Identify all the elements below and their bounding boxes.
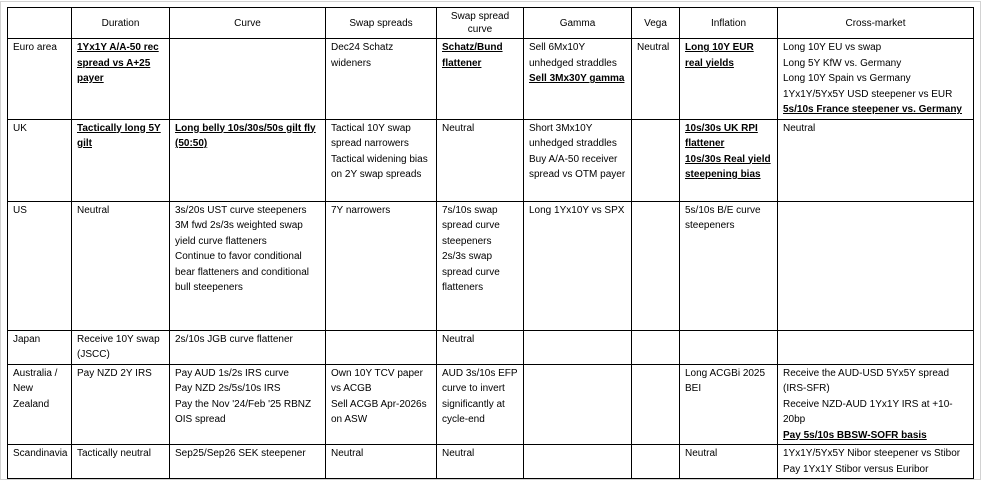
trade-entry: Neutral <box>442 333 475 345</box>
trade-entry: Long 10Y Spain vs Germany <box>783 73 911 84</box>
cell-cross-market <box>778 201 974 330</box>
table-row-uk <box>8 119 974 201</box>
trade-entry: Pay 1Yx1Y Stibor versus Euribor <box>783 463 929 475</box>
cell-curve <box>170 119 326 201</box>
table-row-australia-new-zealand <box>8 364 974 445</box>
trade-entry: Pay NZD 2Y IRS <box>77 367 152 379</box>
cell-duration <box>72 39 170 120</box>
cell-vega <box>632 201 680 330</box>
trade-entry: Pay AUD 1s/2s IRS curve <box>175 367 289 379</box>
trade-entry: Long 1Yx10Y vs SPX <box>529 204 625 216</box>
cell-swap-spread-curve <box>437 445 524 479</box>
trade-entry: Neutral <box>331 448 364 459</box>
trade-entry: 2s/3s swap spread curve flatteners <box>442 251 500 293</box>
trade-entry: Neutral <box>685 448 718 459</box>
cell-curve <box>170 39 326 120</box>
cell-inflation <box>680 39 778 120</box>
trade-entry: Long ACGBi 2025 BEI <box>685 367 766 394</box>
region-label: Euro area <box>8 39 72 120</box>
trade-entry: Neutral <box>442 122 475 134</box>
cell-cross-market <box>778 364 974 445</box>
trade-entry: 10s/30s Real yield steepening bias <box>685 153 771 180</box>
cell-cross-market <box>778 445 974 479</box>
trade-entry: 2s/10s JGB curve flattener <box>175 333 293 345</box>
trade-entry: Pay NZD 2s/5s/10s IRS <box>175 383 281 394</box>
region-label: Australia / New Zealand <box>8 364 72 445</box>
cell-duration <box>72 330 170 364</box>
cell-swap-spreads <box>326 445 437 479</box>
cell-curve <box>170 364 326 445</box>
region-label: Japan <box>8 330 72 364</box>
trade-entry: 1Yx1Y/5Yx5Y USD steepener vs EUR <box>783 88 953 100</box>
trade-entry: Tactical widening bias on 2Y swap spreads <box>331 153 428 180</box>
trade-entry: Long 10Y EU vs swap <box>783 42 882 53</box>
table-row-euro-area <box>8 39 974 120</box>
trade-entry: Neutral <box>637 42 670 53</box>
trade-entry: Short 3Mx10Y unhedged straddles <box>529 122 617 149</box>
cell-duration <box>72 364 170 445</box>
cell-swap-spreads <box>326 330 437 364</box>
cell-curve <box>170 445 326 479</box>
cell-duration <box>72 201 170 330</box>
trade-entry: Long 5Y KfW vs. Germany <box>783 57 902 69</box>
cell-curve <box>170 201 326 330</box>
trade-entry: Neutral <box>783 122 816 134</box>
cell-swap-spread-curve <box>437 330 524 364</box>
trade-entry: Pay 5s/10s BBSW-SOFR basis <box>783 429 927 441</box>
trade-entry: 1Yx1Y/5Yx5Y Nibor steepener vs Stibor <box>783 448 961 459</box>
cell-cross-market <box>778 39 974 120</box>
cell-inflation <box>680 364 778 445</box>
trade-entry: Long belly 10s/30s/50s gilt fly (50:50) <box>175 122 316 149</box>
trade-entry: Tactically long 5Y gilt <box>77 122 161 149</box>
trade-entry: 3s/20s UST curve steepeners <box>175 204 307 216</box>
cell-gamma <box>524 119 632 201</box>
cell-gamma <box>524 445 632 479</box>
col-header-vega: Vega <box>632 8 680 39</box>
cell-gamma <box>524 330 632 364</box>
trade-entry: Neutral <box>442 448 475 459</box>
cell-cross-market <box>778 119 974 201</box>
cell-gamma <box>524 364 632 445</box>
trade-entry: Dec24 Schatz wideners <box>331 42 394 69</box>
trade-entry: Pay the Nov '24/Feb '25 RBNZ OIS spread <box>175 398 312 425</box>
cell-gamma <box>524 39 632 120</box>
trade-entry: Long 10Y EUR real yields <box>685 42 754 69</box>
col-header-swap-spreads: Swap spreads <box>326 8 437 39</box>
cell-vega <box>632 39 680 120</box>
cell-duration <box>72 445 170 479</box>
cell-swap-spreads <box>326 201 437 330</box>
trade-entry: 5s/10s B/E curve steepeners <box>685 204 761 231</box>
cell-swap-spreads <box>326 119 437 201</box>
table-row-japan <box>8 330 974 364</box>
trade-entry: Tactical 10Y swap spread narrowers <box>331 122 411 149</box>
cell-swap-spreads <box>326 39 437 120</box>
cell-vega <box>632 364 680 445</box>
cell-inflation <box>680 119 778 201</box>
trade-entry: Sell 3Mx30Y gamma <box>529 73 625 84</box>
trade-entry: Sell ACGB Apr-2026s on ASW <box>331 398 427 425</box>
table-row-us <box>8 201 974 330</box>
cell-inflation <box>680 201 778 330</box>
table-row-scandinavia <box>8 445 974 479</box>
cell-swap-spread-curve <box>437 201 524 330</box>
trade-entry: 3M fwd 2s/3s weighted swap yield curve flatteners <box>175 220 303 247</box>
col-header-curve: Curve <box>170 8 326 39</box>
trade-entry: 1Yx1Y A/A-50 rec spread vs A+25 payer <box>77 42 159 84</box>
col-header-cross-market: Cross-market <box>778 8 974 39</box>
region-label: US <box>8 201 72 330</box>
cell-vega <box>632 330 680 364</box>
trade-entry: Tactically neutral <box>77 448 151 459</box>
trade-recommendations-table <box>7 7 974 479</box>
col-header-swap-spread-curve: Swap spread curve <box>437 8 524 39</box>
trade-entry: 7Y narrowers <box>331 204 391 216</box>
cell-duration <box>72 119 170 201</box>
cell-swap-spread-curve <box>437 364 524 445</box>
cell-swap-spread-curve <box>437 39 524 120</box>
trade-entry: Own 10Y TCV paper vs ACGB <box>331 367 423 394</box>
cell-swap-spreads <box>326 364 437 445</box>
trade-entry: Buy A/A-50 receiver spread vs OTM payer <box>529 153 626 180</box>
header-row <box>8 8 974 39</box>
trade-entry: 5s/10s France steepener vs. Germany <box>783 104 962 115</box>
cell-vega <box>632 119 680 201</box>
cell-swap-spread-curve <box>437 119 524 201</box>
region-label: Scandinavia <box>8 445 72 479</box>
trade-entry: Sep25/Sep26 SEK steepener <box>175 448 306 459</box>
trade-entry: Continue to favor conditional bear flatteners and conditional bull steepeners <box>175 251 309 293</box>
trade-entry: Receive NZD-AUD 1Yx1Y IRS at +10-20bp <box>783 398 953 425</box>
trade-entry: Receive the AUD-USD 5Yx5Y spread (IRS-SFR) <box>783 367 950 394</box>
cell-curve <box>170 330 326 364</box>
cell-inflation <box>680 330 778 364</box>
trade-entry: Neutral <box>77 204 110 216</box>
col-header-duration: Duration <box>72 8 170 39</box>
cell-cross-market <box>778 330 974 364</box>
trade-entry: Receive 10Y swap (JSCC) <box>77 333 160 360</box>
trade-entry: AUD 3s/10s EFP curve to invert significantly at cycle-end <box>442 367 518 425</box>
trade-entry: Sell 6Mx10Y unhedged straddles <box>529 42 617 69</box>
cell-inflation <box>680 445 778 479</box>
cell-vega <box>632 445 680 479</box>
corner-header-cell <box>8 8 72 39</box>
col-header-gamma: Gamma <box>524 8 632 39</box>
trade-entry: Schatz/Bund flattener <box>442 42 503 69</box>
trade-entry: 10s/30s UK RPI flattener <box>685 122 758 149</box>
region-label: UK <box>8 119 72 201</box>
col-header-inflation: Inflation <box>680 8 778 39</box>
trade-entry: 7s/10s swap spread curve steepeners <box>442 204 500 247</box>
cell-gamma <box>524 201 632 330</box>
